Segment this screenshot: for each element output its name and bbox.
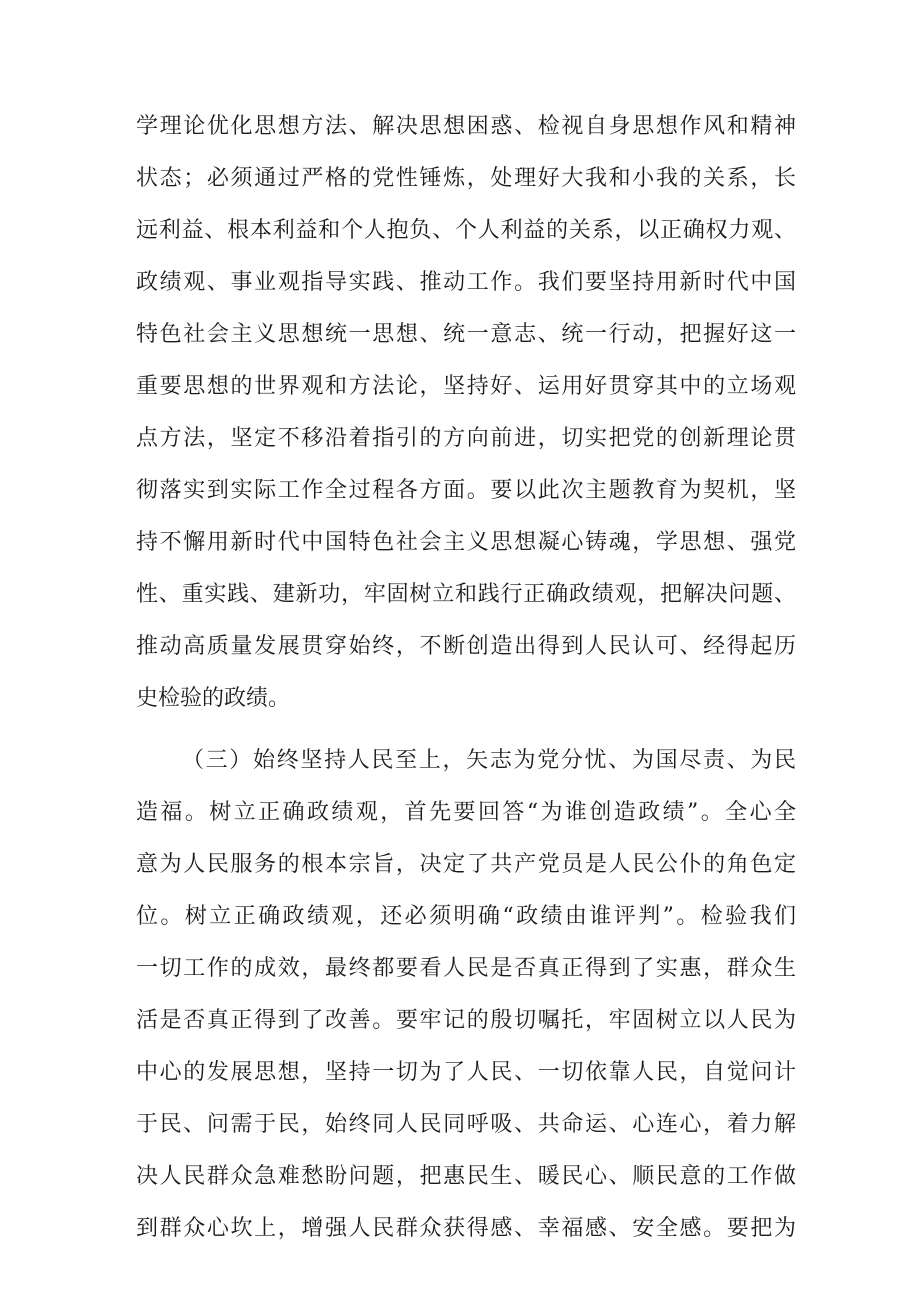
paragraph-1-line: 性、重实践、建新功，牢固树立和践行正确政绩观，把解决问题、 [136,582,796,607]
paragraph-2-line: 位。树立正确政绩观，还必须明确“政绩由谁评判”。检验我们 [136,904,796,929]
paragraph-2-line: 一切工作的成效，最终都要看人民是否真正得到了实惠，群众生 [136,956,796,981]
paragraph-1-line: 史检验的政绩。 [136,686,291,711]
paragraph-2-line: 中心的发展思想，坚持一切为了人民、一切依靠人民，自觉问计 [136,1060,796,1085]
paragraph-2-line: 到群众心坎上，增强人民群众获得感、幸福感、安全感。要把为 [136,1216,796,1241]
paragraph-1-line: 学理论优化思想方法、解决思想困惑、检视自身思想作风和精神 [136,114,796,139]
paragraph-1-line: 点方法，坚定不移沿着指引的方向前进，切实把党的创新理论贯 [136,426,796,451]
paragraph-1-line: 状态；必须通过严格的党性锤炼，处理好大我和小我的关系，长 [136,166,796,191]
paragraph-1-line: 重要思想的世界观和方法论，坚持好、运用好贯穿其中的立场观 [136,374,796,399]
paragraph-1-line: 持不懈用新时代中国特色社会主义思想凝心铸魂，学思想、强党 [136,530,796,555]
paragraph-1-line: 远利益、根本利益和个人抱负、个人利益的关系，以正确权力观、 [136,218,796,243]
paragraph-2-line: 造福。树立正确政绩观，首先要回答“为谁创造政绩”。全心全 [136,800,796,825]
paragraph-1-line: 政绩观、事业观指导实践、推动工作。我们要坚持用新时代中国 [136,270,796,295]
paragraph-1-line: 特色社会主义思想统一思想、统一意志、统一行动，把握好这一 [136,322,796,347]
paragraph-2-line: 于民、问需于民，始终同人民同呼吸、共命运、心连心，着力解 [136,1112,796,1137]
paragraph-2-line: （三）始终坚持人民至上，矢志为党分忧、为国尽责、为民 [182,748,796,773]
paragraph-2-line: 意为人民服务的根本宗旨，决定了共产党员是人民公仆的角色定 [136,852,796,877]
paragraph-2-line: 活是否真正得到了改善。要牢记的殷切嘱托，牢固树立以人民为 [136,1008,796,1033]
paragraph-2-line: 决人民群众急难愁盼问题，把惠民生、暖民心、顺民意的工作做 [136,1164,796,1189]
paragraph-1-line: 彻落实到实际工作全过程各方面。要以此次主题教育为契机，坚 [136,478,796,503]
paragraph-1-line: 推动高质量发展贯穿始终，不断创造出得到人民认可、经得起历 [136,634,796,659]
